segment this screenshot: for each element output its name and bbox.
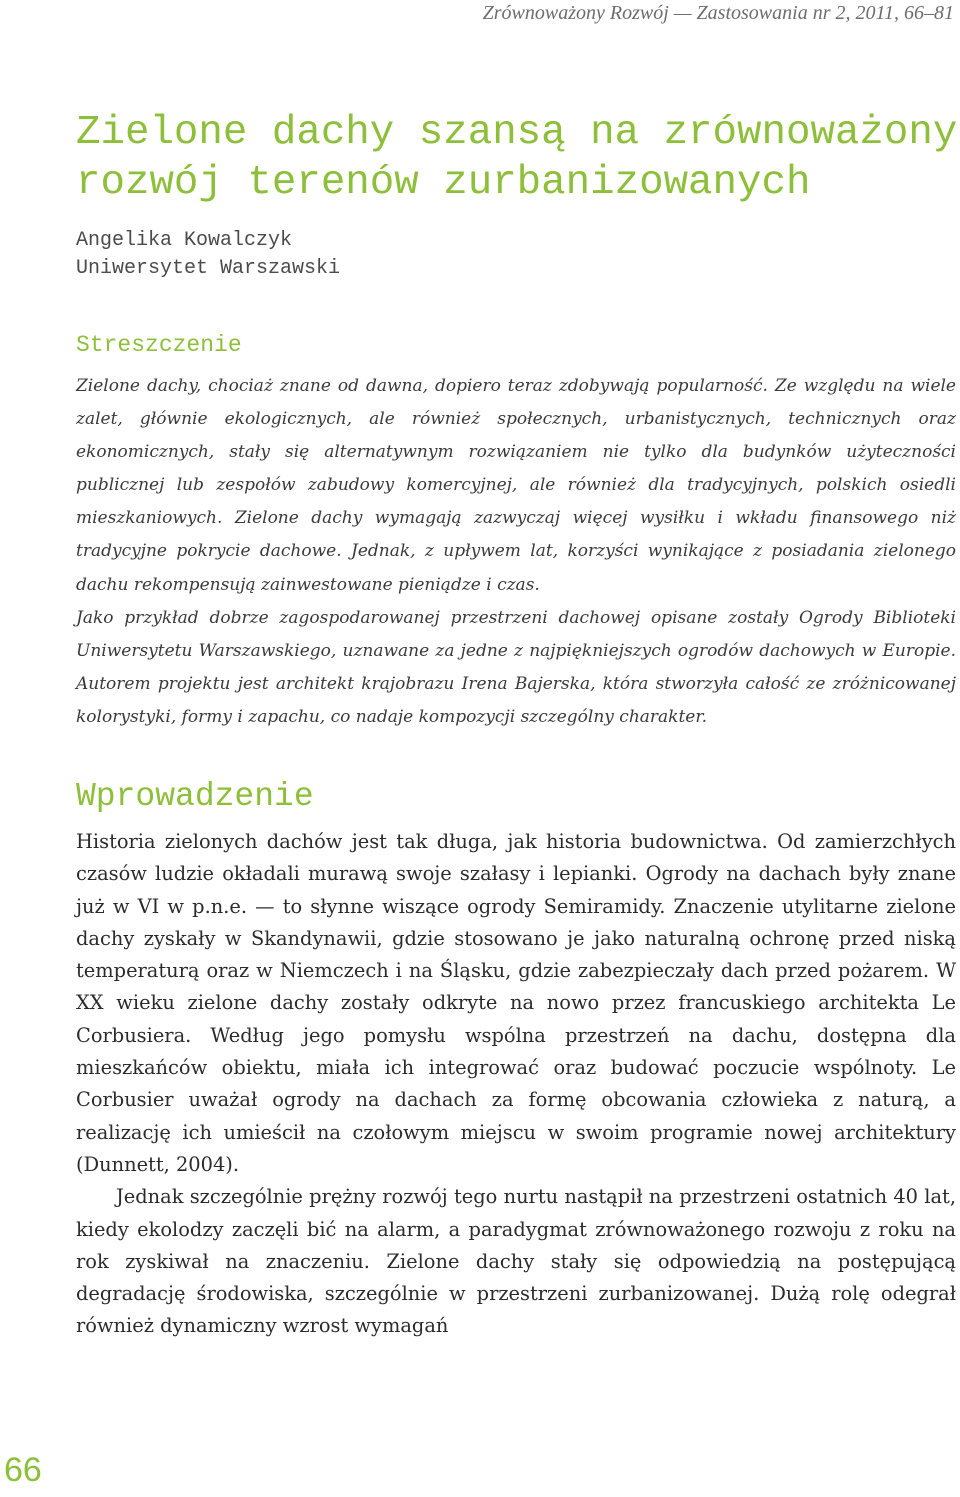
abstract-heading: Streszczenie [76,332,242,358]
introduction-body [76,826,956,1343]
section-heading-introduction: Wprowadzenie [76,778,314,815]
title-line-2: rozwój terenów zurbanizowanych [76,160,811,206]
body-paragraph-1: Historia zielonych dachów jest tak długa, jak historia budownictwa. Od zamierzchłych czasów ludzie okładali murawą swoje szałasy i lepianki. Ogrody na dachach były znane już w VI w p.n.e. — to słynne wiszące ogrody Semiramidy. Znaczenie utylitarne zielone dachy zyskały w Skandynawii, gdzie stosowano je jako naturalną ochronę przed niską temperaturą oraz w Niemczech i na Śląsku, gdzie zabezpieczały dach przed pożarem. W XX wieku zielone dachy zostały odkryte na nowo przez francuskiego architekta Le Corbusiera. Według jego pomysłu wspólna przestrzeń na dachu, dostępna dla mieszkańców obiektu, miała ich integrować oraz budować poczucie wspólnoty. Le Corbusier uważał ogrody na dachach za formę obcowania człowieka z naturą, a realizację ich umieścił na czołowym miejscu w swoim programie nowej architektury (Dunnett, 2004). [76,830,956,1176]
author-name: Angelika Kowalczyk [76,229,293,252]
title-line-1: Zielone dachy szansą na zrównoważony [76,110,958,156]
journal-header: Zrównoważony Rozwój — Zastosowania nr 2, 2011, 66–81 [482,2,954,24]
article-title [76,108,956,208]
page-number: 66 [4,1451,42,1489]
abstract-paragraph-1: Zielone dachy, chociaż znane od dawna, dopiero teraz zdobywają popularność. Ze względu na wiele zalet, głównie ekologicznych, ale również społecznych, urbanistycznych, technicznych oraz ekonomicznych, stały się alternatywnym rozwiązaniem nie tylko dla budynków użyteczności publicznej lub zespołów zabudowy komercyjnej, ale również dla tradycyjnych, polskich osiedli mieszkaniowych. Zielone dachy wymagają zazwyczaj więcej wysiłku i wkładu finansowego niż tradycyjne pokrycie dachowe. Jednak, z upływem lat, korzyści wynikające z posiadania zielonego dachu rekompensują zainwestowane pieniądze i czas. [76,376,956,595]
body-paragraph-2: Jednak szczególnie prężny rozwój tego nurtu nastąpił na przestrzeni ostatnich 40 lat, kiedy ekolodzy zaczęli bić na alarm, a paradygmat zrównoważonego rozwoju z roku na rok zyskiwał na znaczeniu. Zielone dachy stały się odpowiedzią na postępującą degradację środowiska, szczególnie w przestrzeni zurbanizowanej. Dużą rolę odegrał również dynamiczny wzrost wymagań [76,1185,956,1338]
abstract-body [76,370,956,734]
author-block [76,227,340,283]
author-affiliation: Uniwersytet Warszawski [76,257,341,280]
abstract-paragraph-2: Jako przykład dobrze zagospodarowanej przestrzeni dachowej opisane zostały Ogrody Biblioteki Uniwersytetu Warszawskiego, uznawane za jedne z najpiękniejszych ogrodów dachowych w Europie. Autorem projektu jest architekt krajobrazu Irena Bajerska, która stworzyła całość ze zróżnicowanej kolorystyki, formy i zapachu, co nadaje kompozycji szczególny charakter. [76,607,956,727]
